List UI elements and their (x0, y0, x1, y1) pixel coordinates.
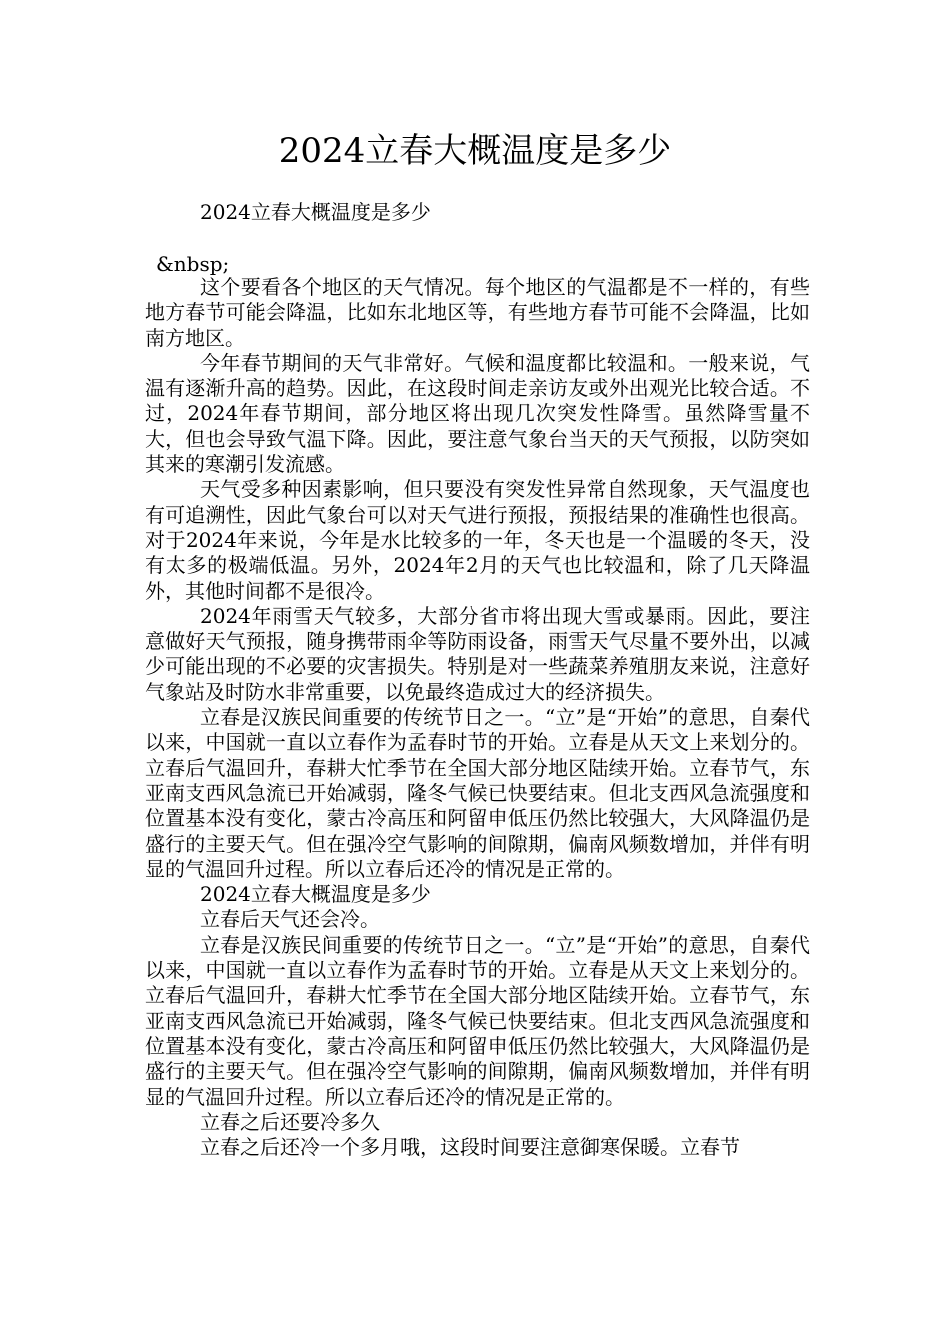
paragraph: 立春后天气还会冷。 (200, 907, 380, 932)
paragraph: 立春是汉族民间重要的传统节日之一。“立”是“开始”的意思，自秦代以来，中国就一直以立春作为孟春时节的开始。立春是从天文上来划分的。立春后气温回升，春耕大忙季节在全国大部分地区陆续开始。立春节气，东亚南支西风急流已开始减弱，隆冬气候已快要结束。但北支西风急流强度和位置基本没有变化，蒙古冷高压和阿留申低压仍然比较强大，大风降温仍是盛行的主要天气。但在强冷空气影响的间隙期，偏南风频数增加，并伴有明显的气温回升过程。所以立春后还冷的情况是正常的。 (145, 705, 810, 881)
page-title: 2024立春大概温度是多少 (278, 131, 672, 171)
paragraph: 2024年雨雪天气较多，大部分省市将出现大雪或暴雨。因此，要注意做好天气预报，随身携带雨伞等防雨设备，雨雪天气尽量不要外出，以减少可能出现的不必要的灾害损失。特别是对一些蔬菜养殖朋友来说，注意好气象站及时防水非常重要，以免最终造成过大的经济损失。 (145, 603, 810, 704)
document-subtitle: 2024立春大概温度是多少 (200, 200, 431, 224)
section-heading: 2024立春大概温度是多少 (200, 882, 431, 907)
paragraph: 天气受多种因素影响，但只要没有突发性异常自然现象，天气温度也有可追溯性，因此气象台可以对天气进行预报，预报结果的准确性也很高。对于2024年来说，今年是水比较多的一年，冬天也是一个温暖的冬天，没有太多的极端低温。另外，2024年2月的天气也比较温和，除了几天降温外，其他时间都不是很冷。 (145, 477, 810, 603)
paragraph: 立春之后还冷一个多月哦，这段时间要注意御寒保暖。立春节 (200, 1135, 740, 1160)
section-heading: 立春之后还要冷多久 (200, 1109, 380, 1134)
body-text (145, 275, 810, 1160)
paragraph: 这个要看各个地区的天气情况。每个地区的气温都是不一样的，有些地方春节可能会降温，比如东北地区等，有些地方春节可能不会降温，比如南方地区。 (145, 275, 810, 350)
nbsp-text: &nbsp; (156, 252, 230, 276)
paragraph: 今年春节期间的天气非常好。气候和温度都比较温和。一般来说，气温有逐渐升高的趋势。因此，在这段时间走亲访友或外出观光比较合适。不过，2024年春节期间，部分地区将出现几次突发性降雪。虽然降雪量不大，但也会导致气温下降。因此，要注意气象台当天的天气预报，以防突如其来的寒潮引发流感。 (145, 350, 810, 477)
paragraph: 立春是汉族民间重要的传统节日之一。“立”是“开始”的意思，自秦代以来，中国就一直以立春作为孟春时节的开始。立春是从天文上来划分的。立春后气温回升，春耕大忙季节在全国大部分地区陆续开始。立春节气，东亚南支西风急流已开始减弱，隆冬气候已快要结束。但北支西风急流强度和位置基本没有变化，蒙古冷高压和阿留申低压仍然比较强大，大风降温仍是盛行的主要天气。但在强冷空气影响的间隙期，偏南风频数增加，并伴有明显的气温回升过程。所以立春后还冷的情况是正常的。 (145, 932, 810, 1109)
